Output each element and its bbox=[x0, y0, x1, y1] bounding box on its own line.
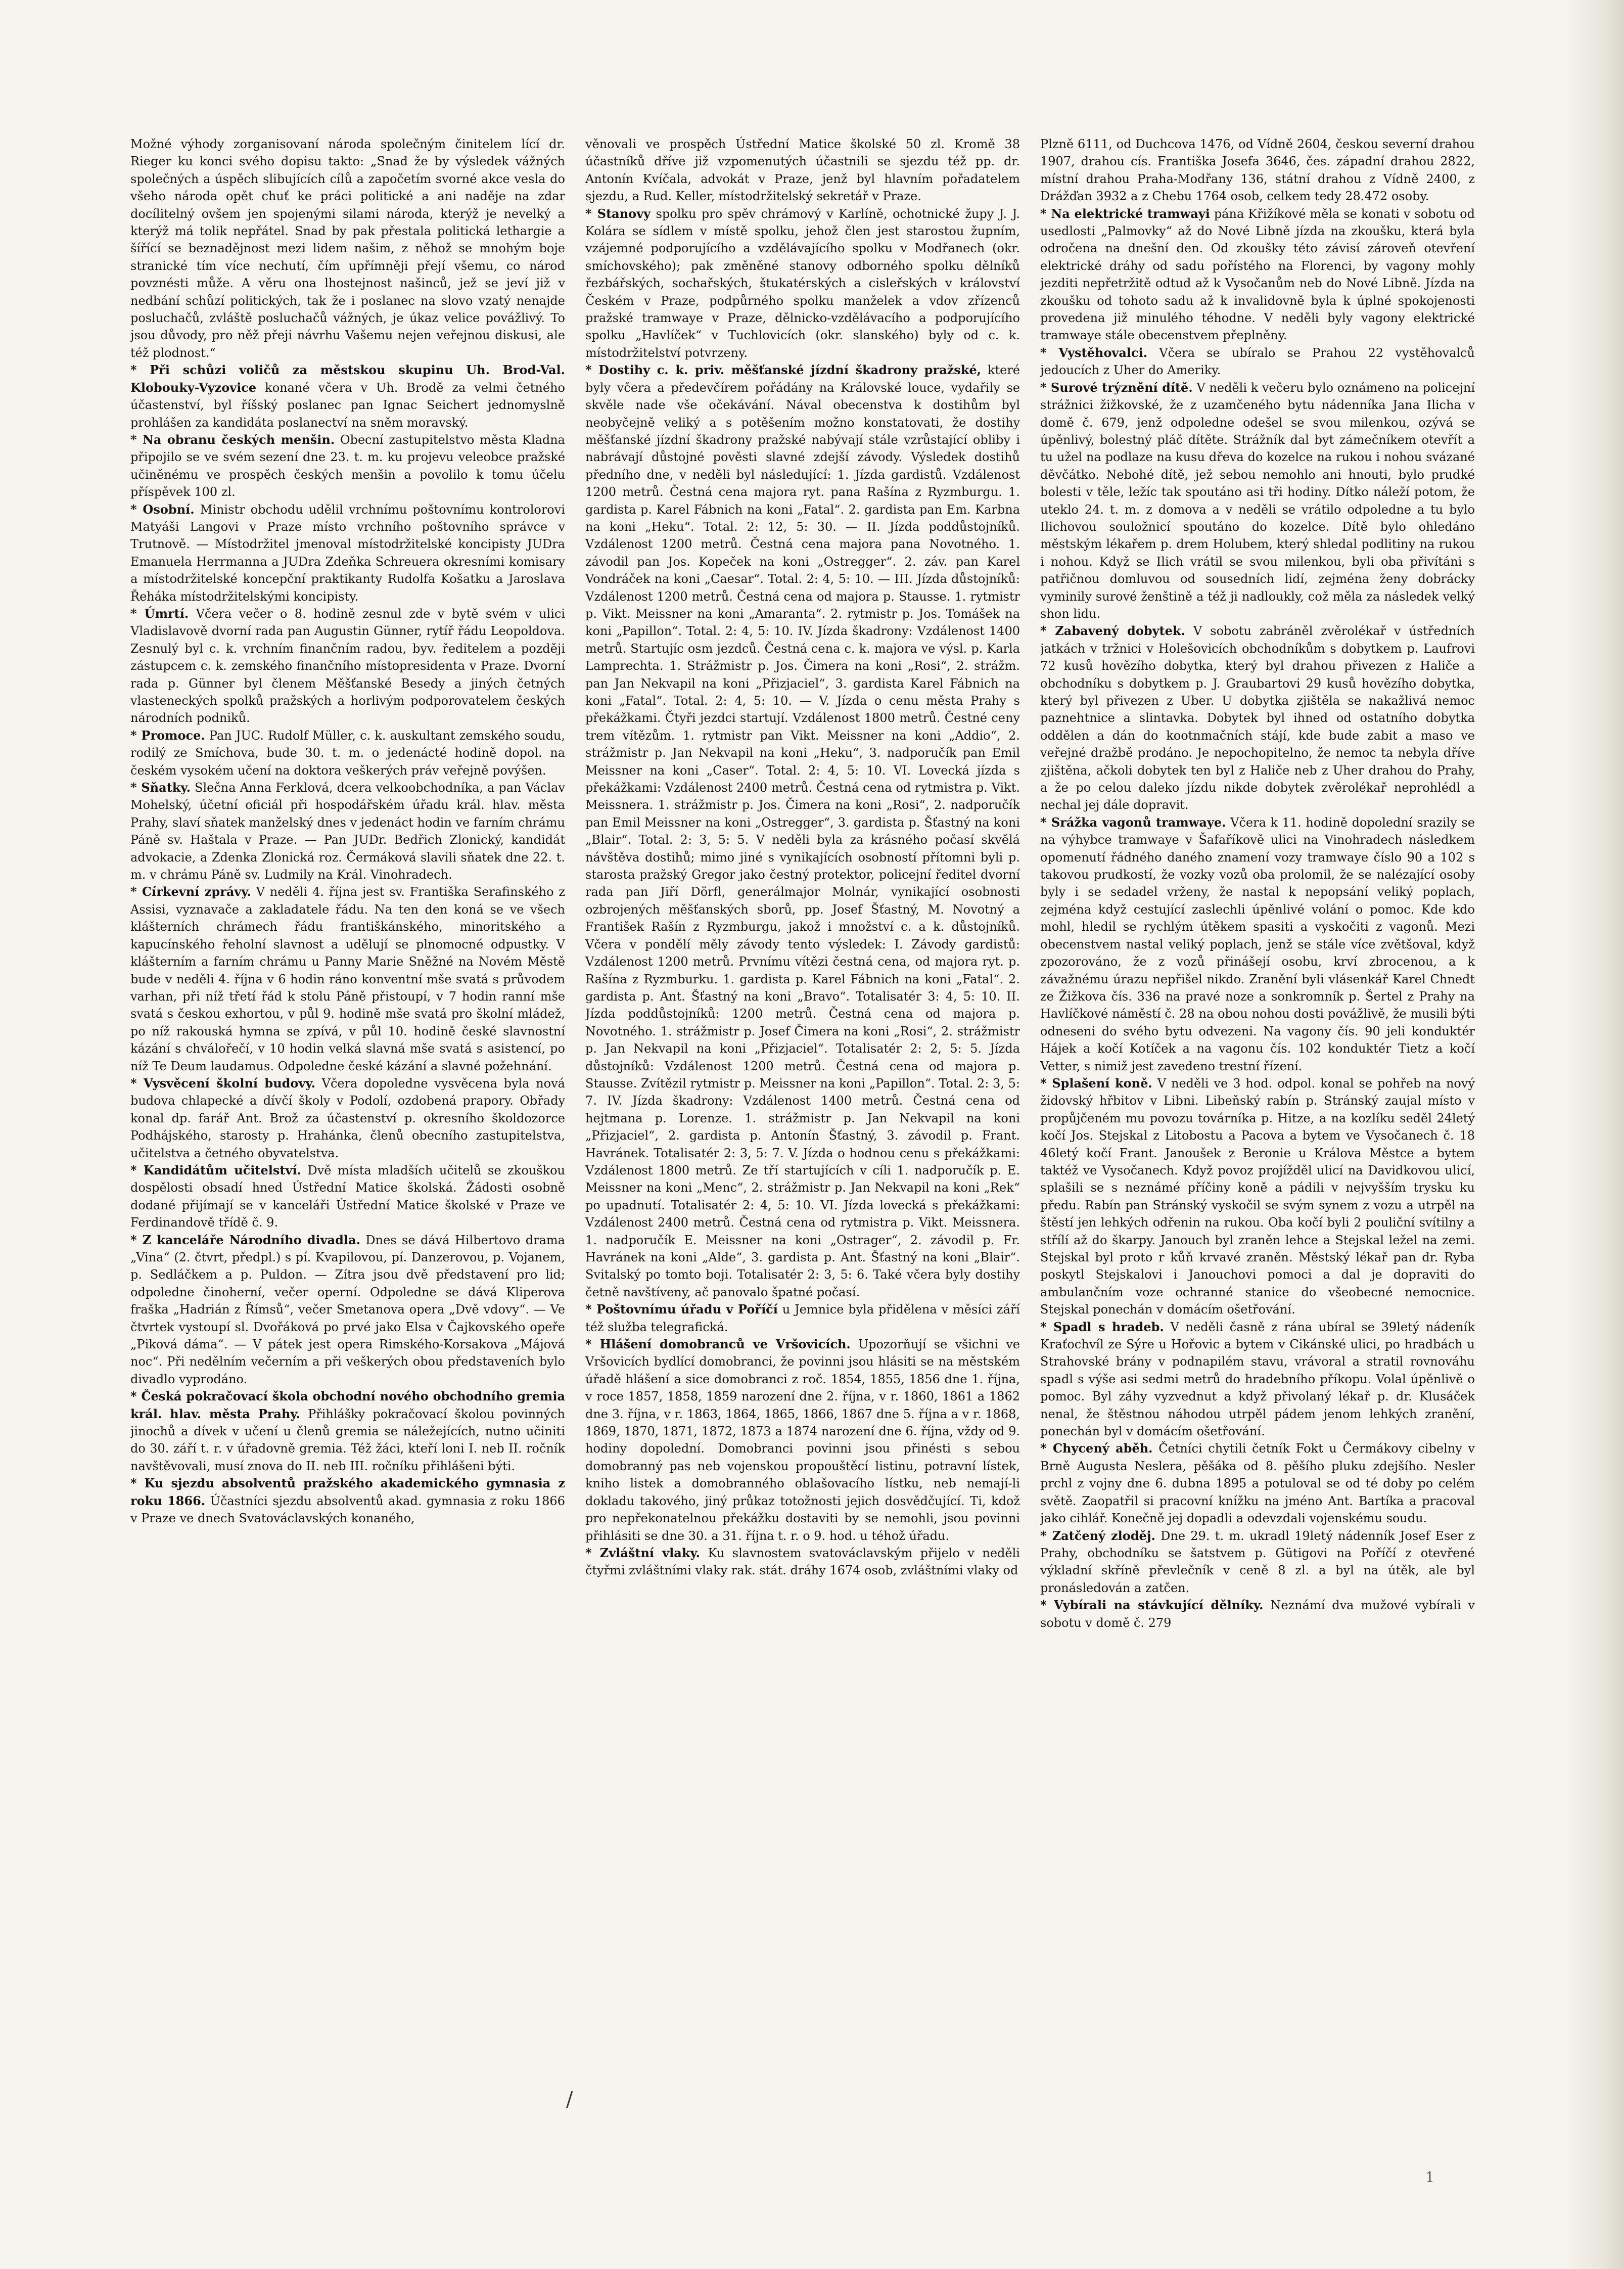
article-entry bbox=[130, 135, 565, 361]
article-text: Ministr obchodu udělil vrchnímu poštovnímu kontrolorovi Matyáši Langovi v Praze místo vrchního poštovního správce v Trutnově. — Místodržitel jmenoval místodržitelské koncipisty JUDra Emanuela Herrmanna a JUDra Zdeňka Schreuera okresními komisary a místodržitelské koncepční praktikanty Rudolfa Košatku a Jaroslava Řeháka místodržitelskými koncipisty. bbox=[130, 502, 565, 604]
article-heading: * Splašení koně. bbox=[1040, 1075, 1152, 1091]
article-text: V neděli ve 3 hod. odpol. konal se pohřeb na nový židovský hřbitov v Libni. Libeňský rabín p. Stránský zaujal místo v propůjčeném mu povozu továrníka p. Hitze, a na kozlíku seděl 24letý kočí Jos. Stejskal z Litobostu a Pacova a bytem ve Vysočanech č. 18 46letý kočí Frant. Janoušek z Beronie u Králova Městce a bytem taktéž ve Vysočanech. Když povoz projížděl ulicí na Davidkovou ulicí, splašili se s neznámé příčiny koně a pádili v nejvyšším trysku ku předu. Rabín pan Stránský vyskočil se svým synem z vozu a utrpěl na štěstí jen lehkých odřenin na rukou. Oba kočí byli 2 pouliční svítilny a střílí až do škarpy. Janouch byl zraněn lehce a Stejskal ležel na zemi. Stejskal byl proto r kůň krvavé zraněn. Městský lékař pan dr. Ryba poskytl Stejskalovi i Janouchovi pomoci a dal je dopraviti do ambulančním voze ochranné stanice do všeobecné nemocnice. Stejskal ponechán v domácím ošetřování. bbox=[1040, 1076, 1475, 1317]
column-left bbox=[130, 135, 565, 2016]
article-text: V neděli 4. října jest sv. Františka Serafinského z Assisi, vyznavače a zakladatele řádu. Na ten den koná se ve všech klášterních chrámech řádu františkánského, minoritského a kapucínského řeholní slavnost a udělují se plnomocné odpustky. V klášterním a farním chrámu u Panny Marie Sněžné na Novém Městě bude v neděli 4. října v 6 hodin ráno konventní mše svatá s průvodem varhan, při níž třetí řád k stolu Páně přistoupí, v 7 hodin ranní mše svatá s českou exhortou, v půl 9. hodině mše svatá pro školní mládež, po níž rakouská hymna se zpívá, v půl 10. hodině české slavnostní kázání s chválořečí, v 10 hodin velká slavná mše svatá s asistencí, po níž Te Deum laudamus. Odpoledne české kázání a slavné požehnání. bbox=[130, 885, 565, 1073]
article-heading: * Osobní. bbox=[130, 502, 195, 517]
article-entry bbox=[1040, 205, 1475, 344]
article-text: Četníci chytili četník Fokt u Čermákovy cibelny v Brně Augusta Neslera, pěšáka od 8. pěšího pluku zdejšího. Nesler prchl z vojny dne 6. dubna 1895 a potuloval se od té doby po celém světě. Zaopatřil si pracovní knížku na jméno Ant. Bartíka a pracoval jako cihlář. Konečně jej dopadli a odevzdali vojenskému soudu. bbox=[1040, 1441, 1475, 1526]
article-entry bbox=[130, 501, 565, 605]
article-text: Včera se ubíralo se Prahou 22 vystěhovalců jedoucích z Uher do Ameriky. bbox=[1040, 345, 1475, 378]
article-entry bbox=[1040, 1319, 1475, 1440]
article-text: které byly včera a předevčírem pořádány na Královské louce, vydařily se skvěle nade vše očekávání. Nával obecenstva k dostihům byl neobyčejně veliký a s potěšením možno konstatovati, že dostihy měšťanské jízdní škadrony pražské nabývají stále vzrůstající obliby i nabrávají důstojné pověsti slavné zdejší závody. Výsledek dostihů předního dne, v neděli byl následující: 1. Jízda gardistů. Vzdálenost 1200 metrů. Čestná cena majora ryt. pana Rašína z Ryzmburgu. 1. gardista p. Karel Fábnich na koni „Fatal“. 2. gardista pan Em. Karbna na koni „Heku“. Total. 2: 12, 5: 30. — II. Jízda poddůstojníků. Vzdálenost 1200 metrů. Čestná cena majora pana Novotného. 1. závodil pan Jos. Kopeček na koni „Ostregger“. 2. záv. pan Karel Vondráček na koni „Caesar“. Total. 2: 4, 5: 10. — III. Jízda důstojníků: Vzdálenost 1200 metrů. Čestná cena od majora p. Stausse. 1. rytmistr p. Vikt. Meissner na koni „Amaranta“. 2. rytmistr p. Jos. Tomášek na koni „Papillon“. Total. 2: 4, 5: 10. IV. Jízda škadrony: Vzdálenost 1400 metrů. Startujíc osm jezdců. Čestná cena c. k. majora ve výsl. p. Karla Lamprechta. 1. Strážmistr p. Jos. Čimera na koni „Rosi“, 2. strážm. pan Jan Nekvapil na koni „Přizjaciel“, 3. gardista Karel Fábnich na koni „Fatal“. Total. 2: 4, 5: 10. — V. Jízda o cenu města Prahy s překážkami. Čtyři jezdci startují. Vzdálenost 1800 metrů. Čestné ceny trem vítězům. 1. rytmistr pan Vikt. Meissner na koni „Addio“, 2. strážmistr p. Jan Nekvapil na koni „Heku“, 3. nadporučík pan Emil Meissner na koni „Caser“. Total. 2: 4, 5: 10. VI. Lovecká jízda s překážkami: Vzdálenost 2400 metrů. Čestná cena od rytmistra p. Vikt. Meissnera. 1. strážmistr p. Jos. Čimera na koni „Rosi“, 2. nadporučík pan Emil Meissner na koni „Ostregger“, 3. gardista p. Šťastný na koni „Blair“. Total. 2: 3, 5: 5. V neděli byla za krásného počasí skvělá návštěva dostihů; mimo jiné s vynikajících osobností přítomni byli p. starosta pražský Gregor jako čestný protektor, policejní ředitel dvorní rada pan Jiří Dörfl, generálmajor Molnár, vynikající osobnosti ozbrojených měšťanských sborů, pp. Josef Šťastný, M. Novotný a František Rašín z Ryzmburgu, jakož i množství c. a k. důstojníků. Včera v pondělí měly závody tento výsledek: I. Závody gardistů: Vzdálenost 1200 metrů. Prvnímu vítězi čestná cena, od majora ryt. p. Rašína z Ryzmburku. 1. gardista p. Karel Fábnich na koni „Fatal“. 2. gardista p. Ant. Šťastný na koni „Bravo“. Totalisatér 3: 4, 5: 10. II. Jízda poddůstojníků: 1200 metrů. Čestná cena od majora p. Novotného. 1. strážmistr p. Josef Čimera na koni „Rosi“, 2. strážmistr p. Jan Nekvapil na koni „Přizjaciel“. Totalisatér 2: 2, 5: 5. Jízda důstojníků: Vzdálenost 1200 metrů. Čestná cena od majora p. Stausse. Zvítězil rytmistr p. Meissner na koni „Papillon“. Total. 2: 3, 5: 7. IV. Jízda škadrony: Vzdálenost 1400 metrů. Čestná cena od hejtmana p. Lorenze. 1. strážmistr p. Jan Nekvapil na koni „Přizjaciel“, 2. gardista p. Antonín Šťastný, 3. závodil p. Frant. Havránek. Totalisatér 2: 3, 5: 7. V. Jízda o hodnou cenu s překážkami: Vzdálenost 1800 metrů. Ze tří startujících v cíli 1. nadporučík p. E. Meissner na koni „Menc“, 2. strážmistr p. Jan Nekvapil na koni „Rek“ po upadnutí. Totalisatér 2: 4, 5: 10. VI. Jízda lovecká s překážkami: Vzdálenost 2400 metrů. Čestná cena od rytmistra p. Vikt. Meissnera. 1. nadporučík E. Meissner na koni „Ostrager“, 2. závodil p. Fr. Havránek na koni „Alde“, 3. gardista p. Ant. Šťastný na koni „Blair“. Svitalský po tomto boji. Totalisatér 2: 3, 5: 6. Také včera byly dostihy četně navštíveny, ač panovalo špatné počasí. bbox=[585, 363, 1020, 1299]
article-columns bbox=[130, 135, 1475, 2016]
article-text: Pan JUC. Rudolf Müller, c. k. auskultant zemského soudu, rodilý ze Smíchova, bude 30. t. m. o jedenácté hodině dopol. na českém vysokém učení na doktora veškerých práv veřejně povýšen. bbox=[130, 728, 565, 778]
article-heading: * Hlášení domobranců ve Vršovicích. bbox=[585, 1337, 851, 1352]
article-entry bbox=[1040, 1440, 1475, 1527]
article-entry bbox=[1040, 344, 1475, 379]
article-heading: * Zatčený zloděj. bbox=[1040, 1528, 1155, 1543]
article-text: Plzně 6111, od Duchcova 1476, od Vídně 2604, českou severní drahou 1907, drahou cís. Františka Josefa 3646, čes. západní drahou 2822, místní drahou Praha-Modřany 136, státní drahou z Vídně 2400, z Drážďan 3932 a z Chebu 1764 osob, celkem tedy 28.472 osoby. bbox=[1040, 137, 1475, 204]
column-middle bbox=[585, 135, 1020, 2016]
article-text: V neděli časně z rána ubíral se 39letý nádeník Kraťochvíl ze Sýre u Hořovic a bytem v Cikánské ulici, po hradbách u Strahovské brány v podnapilém stavu, vrávoral a stratil rovnováhu spadl s výše asi sedmi metrů do hradebního příkopu. Volal úpěnlivě o pomoc. Byl záhy vyzvednut a když přivolaný lékař p. dr. Klusáček nenal, že štěstnou náhodou utrpěl pádem jenom lehkých zranění, ponechán byl v domácím ošetřování. bbox=[1040, 1320, 1475, 1439]
article-entry bbox=[1040, 379, 1475, 623]
article-entry bbox=[1040, 1075, 1475, 1319]
article-text: Dne 29. t. m. ukradl 19letý nádenník Josef Eser z Prahy, obchodníku se šatstvem p. Gütigovi na Poříčí z otevřené výkladní skříně převlečník v ceně 8 zl. a byl na útěk, ale byl pronásledován a zatčen. bbox=[1040, 1528, 1475, 1595]
article-heading: * Spadl s hradeb. bbox=[1040, 1319, 1164, 1334]
article-entry bbox=[1040, 622, 1475, 813]
article-text: Neznámí dva mužové vybírali v sobotu v domě č. 279 bbox=[1040, 1598, 1475, 1630]
article-entry bbox=[585, 1301, 1020, 1336]
page-edge-shadow bbox=[1568, 0, 1624, 2269]
article-heading: * Vysvěcení školní budovy. bbox=[130, 1075, 315, 1091]
article-heading: * Dostihy c. k. priv. měšťanské jízdní škadrony pražské, bbox=[585, 362, 982, 378]
article-entry bbox=[130, 431, 565, 501]
article-heading: * Úmrtí. bbox=[130, 606, 189, 621]
article-heading: * Ku sjezdu absolventů pražského akademického gymnasia z roku 1866. bbox=[130, 1476, 565, 1508]
article-entry bbox=[130, 727, 565, 779]
article-heading: * Církevní zprávy. bbox=[130, 884, 251, 899]
article-heading: * Chycený aběh. bbox=[1040, 1441, 1153, 1456]
column-right bbox=[1040, 135, 1475, 2016]
article-text: Včera dopoledne vysvěcena byla nová budova chlapecké a dívčí školy v Podolí, ozdobená prapory. Obřady konal dp. farář Ant. Brož za účastenství p. okresního školdozorce Podhájského, starosty p. Hrahánka, členů obecního zastupitelstva, učitelstva a četného obyvatelstva. bbox=[130, 1076, 565, 1160]
article-text: Obecní zastupitelstvo města Kladna připojilo se ve svém sezení dne 23. t. m. ku projevu veleobce pražské učiněnému ve prospěch českých menšin a povolilo k tomu účelu příspěvek 100 zl. bbox=[130, 432, 565, 500]
article-heading: * Z kanceláře Národního divadla. bbox=[130, 1232, 360, 1247]
article-heading: * Na elektrické tramwayi bbox=[1040, 206, 1210, 221]
article-text: Dvě místa mladších učitelů se zkouškou dospělosti obsadí hned Ústřední Matice školská. Žádosti osobně dodané přijímají se v kanceláři Ústřední Matice školské v Praze ve Ferdinandově třídě č. 9. bbox=[130, 1163, 565, 1230]
article-text: konané včera v Uh. Brodě za velmi četného účastenství, byl říšský poslanec pan Ignac Seichert jednomyslně prohlášen za kandidáta poslanectví na sněm moravský. bbox=[130, 380, 565, 430]
article-heading: * Kandidátům učitelství. bbox=[130, 1162, 301, 1177]
article-entry bbox=[1040, 135, 1475, 205]
margin-mark-tick: 1 bbox=[1425, 2169, 1434, 2186]
article-entry bbox=[1040, 1597, 1475, 1631]
article-entry bbox=[585, 135, 1020, 205]
article-entry bbox=[585, 1336, 1020, 1545]
article-heading: * Promoce. bbox=[130, 728, 205, 743]
article-entry bbox=[1040, 814, 1475, 1075]
article-text: věnovali ve prospěch Ústřední Matice školské 50 zl. Kromě 38 účastníků dříve již vzpomenutých účastnili se sjezdu též pp. dr. Antonín Kvíčala, advokát v Praze, jenž byl hlavním pořadatelem sjezdu, a Rud. Keller, místodržitelský sekretář v Praze. bbox=[585, 137, 1020, 204]
article-entry bbox=[130, 883, 565, 1074]
article-entry bbox=[130, 1075, 565, 1162]
article-heading: * Surové trýznění dítě. bbox=[1040, 380, 1193, 395]
article-text: Účastníci sjezdu absolventů akad. gymnasia z roku 1866 v Praze ve dnech Svatováclavských konaného, bbox=[130, 1493, 565, 1526]
article-entry bbox=[130, 779, 565, 883]
article-text: Dnes se dává Hilbertovo drama „Vina“ (2. čtvrt, předpl.) s pí. Kvapilovou, pí. Danzerovou, p. Vojanem, p. Sedláčkem a p. Puldon. — Zítra jsou dvě představení pro lid; odpoledne činoherní, večer operní. Odpoledne se dává Kliperova fraška „Hadrián z Římsů“, večer Smetanova opera „Dvě vdovy“. — Ve čtvrtek vystoupí sl. Dvořáková po prvé jako Elsa v Čajkovského opeře „Piková dáma“. — V pátek jest opera Rimského-Korsakova „Májová noc“. Při nedělním večerním a při veškerých obou představeních bylo divadlo vyprodáno. bbox=[130, 1233, 565, 1386]
article-text: u Jemnice byla přidělena v měsíci září též služba telegrafická. bbox=[585, 1302, 1020, 1334]
article-text: Včera k 11. hodině dopolední srazily se na výhybce tramwaye v Šafaříkově ulici na Vinohradech následkem opomenutí řádného daného znamení vozy tramwaye číslo 90 a 102 s takovou prudkostí, že vozky vozů oba prolomil, že se nalézající osoby byly i se sedadel vrženy, že nastal k nepopsání veliký poplach, zejména když cestující zaslechli úpěnlivé volání o pomoc. Kde kdo mohl, hledil se rychlým útěkem spasiti a vyskočiti z vagonů. Mezi obecenstvem nastal veliký poplach, jenž se stále více zvětšoval, když zpozorováno, že z vozů přinášejí osobu, krví zbrocenou, a k závažnému úrazu nepřišel nikdo. Zranění byli vlásenkář Karel Chnedt ze Žižkova čís. 336 na pravé noze a sonkromník p. Šertel z Prahy na Havlíčkové náměstí č. 28 na obou nohou dosti povážlivě, že musili býti odneseni do svého bytu odvezeni. Na vagony čís. 90 jeli konduktér Hájek a kočí Kotíček a na vagonu čís. 102 konduktér Tietz a kočí Vetter, s nimiž jest zavedeno trestní řízení. bbox=[1040, 815, 1475, 1073]
article-heading: * Poštovnímu úřadu v Poříčí bbox=[585, 1302, 778, 1317]
article-entry bbox=[130, 361, 565, 431]
article-entry bbox=[585, 1545, 1020, 1579]
article-text: Slečna Anna Ferklová, dcera velkoobchodníka, a pan Václav Mohelský, účetní oficiál při hospodářském úřadu král. hlav. města Prahy, slaví sňatek manželský dnes v jedenáct hodin ve farním chrámu Páně sv. Haštala v Praze. — Pan JUDr. Bedřich Zlonický, kandidát advokacie, a Zdenka Zlonická roz. Čermáková slavili sňatek dne 22. t. m. v chrámu Páně sv. Ludmily na Král. Vinohradech. bbox=[130, 781, 565, 882]
article-entry bbox=[130, 1232, 565, 1388]
article-text: Ku slavnostem svatováclavským přijelo v neděli čtyřmi zvláštními vlaky rak. stát. dráhy 1674 osob, zvláštními vlaky od bbox=[585, 1546, 1020, 1578]
article-entry bbox=[130, 1162, 565, 1232]
article-heading: * Stanovy bbox=[585, 206, 651, 221]
article-text: V sobotu zabráněl zvěrolékař v ústředních jatkách v tržnici v Holešovicích obchodníkům s dobytkem p. Laufrovi 72 kusů hovězího dobytka, který byl drahou přivezen z Haliče a obchodníku s dobytkem p. J. Graubartovi 29 kusů hovězího dobytka, který byl přivezen z Uber. U dobytka zjištěla se nakažlivá nemoc paznehtnice a slintavka. Dobytek byl ihned od ostatního dobytka oddělen a dán do kootnmačních stájí, kde bude zabit a maso ve veřejné dražbě prodáno. Je nepochopitelno, že nemoc ta nebyla dříve zjištěna, ačkoli dobytek ten byl z Haliče neb z Uher drahou do Prahy, a že po celou daleko jízdu nikde dobytek zvěrolékař neprohlédl a nechal jej dále dopravit. bbox=[1040, 624, 1475, 812]
article-entry bbox=[130, 1475, 565, 1527]
article-text: Přihlášky pokračovací školou povinných jinochů a dívek v učení u členů gremia se náležejících, nutno učiniti do 30. září t. r. v úřadovně gremia. Též žáci, kteří loni I. neb II. ročník navštěvovali, musí znova do II. neb III. ročníku přihlášeni býti. bbox=[130, 1406, 565, 1473]
article-heading: * Vybírali na stávkující dělníky. bbox=[1040, 1598, 1264, 1613]
article-heading: * Srážka vagonů tramwaye. bbox=[1040, 814, 1226, 830]
margin-mark-slash: / bbox=[566, 2088, 573, 2111]
article-heading: * Vystěhovalci. bbox=[1040, 345, 1148, 360]
article-entry bbox=[585, 361, 1020, 1301]
article-text: V neděli k večeru bylo oznámeno na policejní strážnici žižkovské, že z uzamčeného bytu nádenníka Jana Ilicha v domě č. 679, jenž odpoledne odešel se svou milenkou, ozývá se úpěnlivý, bolestný pláč dítěte. Strážník dal byt zámečníkem otevřít a tu užel na podlaze na kusu dřeva do kozelce na rukou i nohou svázané děvčátko. Nebohé dítě, jež sebou nemohlo ani hnouti, bylo prudké bolesti v těle, ležíc tak spoutáno asi tři hodiny. Dítko náleží potom, že uteklo 24. t. m. z domova a v neděli se vrátilo odpoledne a tu bylo Ilichovou souložnicí spoutáno do kozelce. Dítě bylo ohledáno městským lékařem p. drem Holubem, který shledal podlitiny na rukou i nohou. Když se Ilich vrátil se svou milenkou, byli oba přivítáni s patřičnou domluvou od sousedních lidí, zejména ženy dobrácky vyminily surové ženštině a též ji nadloukly, což měla za následek velký shon lidu. bbox=[1040, 380, 1475, 621]
article-heading: * Zabavený dobytek. bbox=[1040, 623, 1185, 639]
article-text: Včera večer o 8. hodině zesnul zde v bytě svém v ulici Vladislavově dvorní rada pan Augustin Günner, rytíř řádu Leopoldova. Zesnulý byl c. k. vrchním finančním radou, byv. ředitelem a později zástupcem c. k. zemského finančního místopresidenta v Praze. Dvorní rada p. Günner byl členem Měšťanské Besedy a jiných četných vlasteneckých spolků pražských a horlivým podporovatelem českých národních podniků. bbox=[130, 606, 565, 725]
article-heading: * Česká pokračovací škola obchodní nového obchodního gremia král. hlav. města Prahy. bbox=[130, 1389, 565, 1421]
article-entry bbox=[130, 1388, 565, 1475]
article-text: spolku pro spěv chrámový v Karlíně, ochotnické župy J. J. Kolára se sídlem v místě spolku, jehož člen jest starostou župním, vzájemné podporujícího a vzdělávajícího spolku v Modřanech (okr. smíchovského); pak změněné stanovy odborného spolku dělníků řezbářských, sochařských, štukatérských a cisleřských v království Českém v Praze, podpůrného spolku manželek a vdov zřízenců pražské tramwaye v Praze, dělnicko-vzdělávacího a podporujícího spolku „Havlíček“ v Tuchlovicích (okr. slanského) byly od c. k. místodržitelství potvrzeny. bbox=[585, 206, 1020, 360]
article-heading: * Zvláštní vlaky. bbox=[585, 1545, 700, 1560]
article-text: pána Křižíkové měla se konati v sobotu od usedlosti „Palmovky“ až do Nové Libně jízda na zkoušku, která byla odročena na dnešní den. Od zkoušky této závisí zároveň otevření elektrické dráhy od sadu pořístého na Florenci, by vagony mohly jezditi nepřetržitě odtud až k Vysočanům neb do Nové Libně. Jízda na zkoušku od tohoto sadu až k invalidovně byla k úplné spokojenosti provedena již minulého téhodne. V neděli byly vagony elektrické tramwaye stále obecenstvem přeplněny. bbox=[1040, 206, 1475, 343]
article-entry bbox=[1040, 1527, 1475, 1597]
article-entry bbox=[585, 205, 1020, 362]
article-heading: * Sňatky. bbox=[130, 780, 191, 795]
article-text: Upozorňují se všichni ve Vršovicích bydlící domobranci, že povinni jsou hlásiti se na městském úřadě hlášení a sice domobranci z roč. 1854, 1855, 1856 dne 1. října, v roce 1857, 1858, 1859 narození dne 2. října, v r. 1860, 1861 a 1862 dne 3. října, v r. 1863, 1864, 1865, 1866, 1867 dne 5. října a v r. 1868, 1869, 1870, 1871, 1872, 1873 a 1874 narození dne 6. října, vždy od 9. hodiny dopolední. Domobranci povinni jsou přinésti s sebou domobranný pas neb vojenskou propouštěcí listinu, potravní lístek, kniho listek a domobranného oblašovacího lístku, neb nemají-li dokladu takového, jiný průkaz totožnosti jejich dosvědčující. Ti, kdož pro nepřekonatelnou překážku dostaviti by se nemohli, jsou povinni přihlásiti se dne 30. a 31. října t. r. o 9. hod. u téhož úřadu. bbox=[585, 1337, 1020, 1543]
article-text: Možné výhody zorganisovaní národa společným činitelem lící dr. Rieger ku konci svého dopisu takto: „Snad že by výsledek vážných společných a úspěch slibujících cílů a započetím svorné akce vesla do všeho národa opět chuť ke práci politické a ani naděje na zdar docílitelný ovšem jen spojenými silami národa, kterýž je nevelký a kterýž má tolik nepřátel. Snad by pak přestala politická lethargie a šířící se beznadějnost mezi lidem našim, z něhož se mnohým boje stranické tím více nechutí, čím upřímněji přejí všemu, co národ povznésti může. A věru ona lhostejnost našinců, jež se jeví již v nedbání schůzí politických, tak že i poslanec na slovo vzatý nenajde posluchačů, zvláště posluchačů vážných, je úkaz velice povážlivý. To jsou důvody, pro něž přeji návrhu Vašemu nejen veřejnou diskusi, ale též plodnost.“ bbox=[130, 137, 565, 360]
article-entry bbox=[130, 605, 565, 727]
article-heading: * Na obranu českých menšin. bbox=[130, 432, 335, 447]
article-heading: * Při schůzi voličů za městskou skupinu Uh. Brod-Val. Klobouky-Vyzovice bbox=[130, 362, 565, 395]
